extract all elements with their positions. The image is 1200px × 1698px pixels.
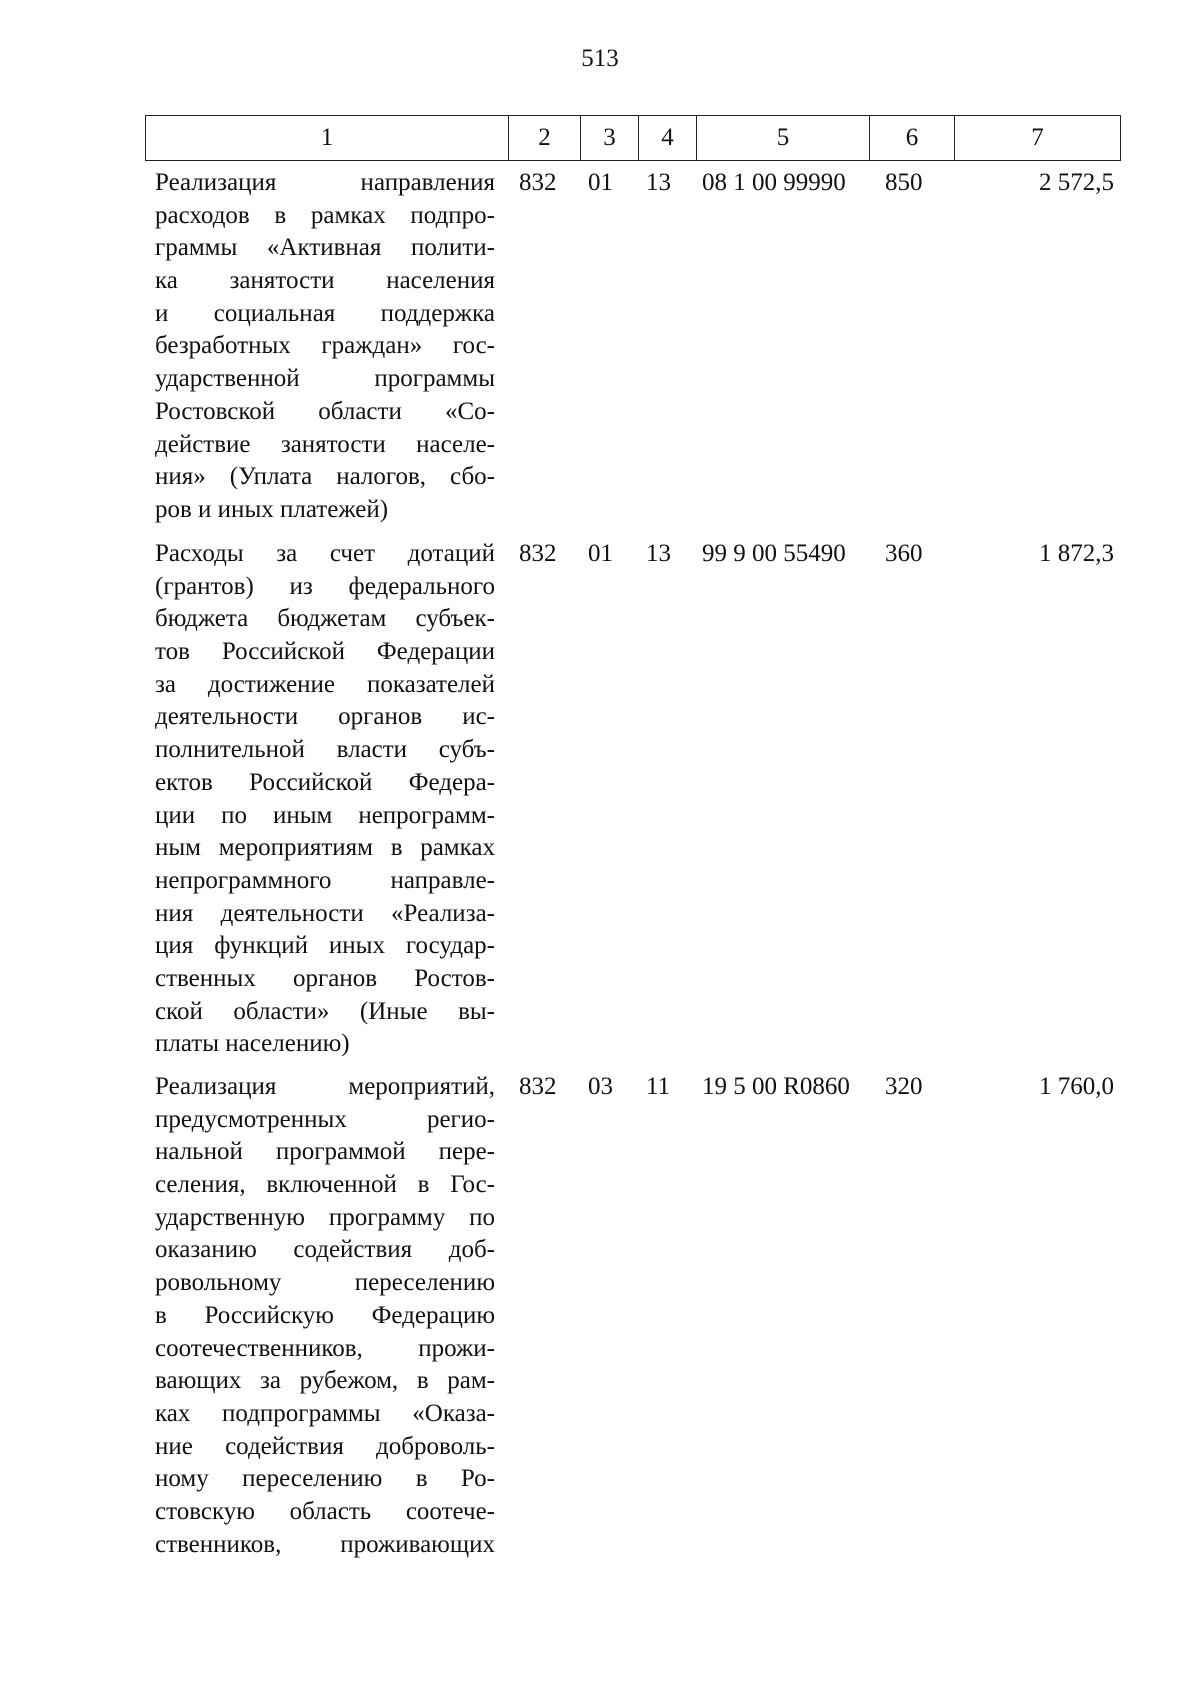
header-col-1: 1	[320, 124, 334, 151]
description-line: ударственную программу по	[155, 1203, 495, 1231]
description-line: полнительной власти субъ-	[155, 736, 495, 764]
subsection-code: 13	[646, 540, 671, 567]
description-line: ровольному переселению	[155, 1269, 495, 1297]
amount: 2 572,5	[1039, 169, 1114, 196]
header-col-5: 5	[696, 116, 869, 160]
description-line: ках подпрограммы «Оказа-	[155, 1399, 495, 1427]
amount: 1 872,3	[1039, 540, 1114, 567]
description-line: Реализация направления	[155, 169, 495, 196]
description-line: ным мероприятиям в рамках	[155, 834, 495, 862]
target-item-code: 08 1 00 99990	[702, 169, 846, 196]
description-line: нальной программой пере-	[155, 1138, 495, 1166]
amount: 1 760,0	[1039, 1073, 1114, 1100]
description-line: ния деятельности «Реализа-	[155, 899, 495, 927]
description-line: ственников, проживающих	[155, 1530, 495, 1558]
description-line: бюджета бюджетам субъек-	[155, 605, 495, 633]
description-line: расходов в рамках подпро-	[155, 201, 495, 229]
subsection-code: 13	[646, 169, 671, 196]
description-line: ка занятости населения	[155, 267, 495, 295]
description-line: оказанию содействия доб-	[155, 1236, 495, 1264]
row-description	[155, 538, 495, 1061]
section-code: 01	[588, 169, 613, 196]
description-line: Реализация мероприятий,	[155, 1073, 495, 1100]
expense-type-code: 850	[885, 169, 923, 196]
description-line: (грантов) из федерального	[155, 572, 495, 600]
header-col-7: 7	[954, 116, 1120, 160]
description-line: за достижение показателей	[155, 670, 495, 698]
header-col-6: 6	[869, 116, 954, 160]
description-line: вающих за рубежом, в рам-	[155, 1367, 495, 1395]
description-line: в Российскую Федерацию	[155, 1301, 495, 1329]
ministry-code: 832	[519, 540, 557, 567]
description-line: ственных органов Ростов-	[155, 964, 495, 992]
description-line: предусмотренных регио-	[155, 1105, 495, 1133]
table-header-row	[145, 115, 1121, 161]
description-line: ров и иных платежей)	[155, 495, 389, 523]
description-line: селения, включенной в Гос-	[155, 1171, 495, 1199]
description-line: ция функций иных государ-	[155, 932, 495, 960]
description-line: деятельности органов ис-	[155, 703, 495, 731]
page-number: 513	[581, 45, 619, 72]
description-line: действие занятости населе-	[155, 430, 495, 458]
section-code: 03	[588, 1073, 613, 1100]
description-line: граммы «Активная полити-	[155, 234, 495, 262]
header-col-3: 3	[580, 116, 638, 160]
description-line: Расходы за счет дотаций	[155, 540, 495, 567]
row-description	[155, 167, 495, 527]
expense-type-code: 320	[885, 1073, 923, 1100]
description-line: ции по иным непрограмм-	[155, 801, 495, 829]
header-col-2: 2	[508, 116, 580, 160]
description-line: Ростовской области «Со-	[155, 397, 495, 425]
description-line: стовскую область соотече-	[155, 1497, 495, 1525]
expense-type-code: 360	[885, 540, 923, 567]
header-col-4: 4	[638, 116, 696, 160]
description-line: ской области» (Иные вы-	[155, 997, 495, 1025]
ministry-code: 832	[519, 169, 557, 196]
subsection-code: 11	[646, 1073, 671, 1100]
description-line: ному переселению в Ро-	[155, 1465, 495, 1493]
target-item-code: 99 9 00 55490	[702, 540, 846, 567]
description-line: платы населению)	[155, 1030, 350, 1058]
description-line: ния» (Уплата налогов, сбо-	[155, 463, 495, 491]
description-line: непрограммного направле-	[155, 866, 495, 894]
target-item-code: 19 5 00 R0860	[702, 1073, 850, 1100]
description-line: ударственной программы	[155, 365, 495, 393]
row-description	[155, 1071, 495, 1561]
description-line: соотечественников, прожи-	[155, 1334, 495, 1362]
section-code: 01	[588, 540, 613, 567]
description-line: и социальная поддержка	[155, 299, 495, 327]
description-line: безработных граждан» гос-	[155, 332, 495, 360]
description-line: ектов Российской Федера-	[155, 768, 495, 796]
description-line: ние содействия доброволь-	[155, 1432, 495, 1460]
description-line: тов Российской Федерации	[155, 638, 495, 666]
ministry-code: 832	[519, 1073, 557, 1100]
